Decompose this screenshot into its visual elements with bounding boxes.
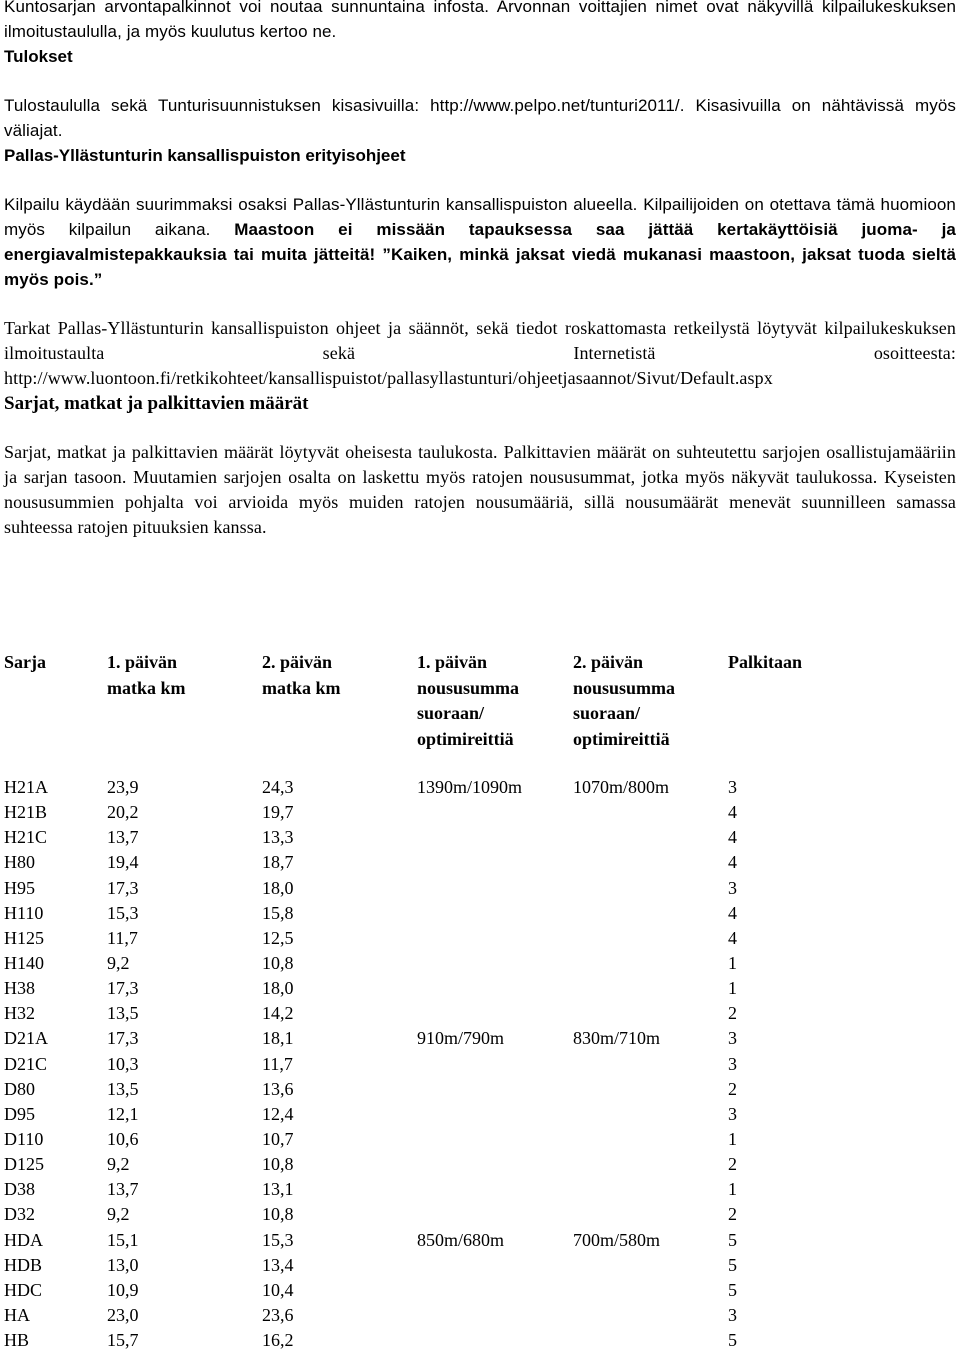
cell-day2-ascent (573, 1303, 728, 1328)
cell-sarja: H95 (4, 877, 35, 898)
table-row (4, 1001, 868, 1026)
cell-day1-ascent (417, 1127, 573, 1152)
cell-sarja: H125 (4, 927, 44, 948)
cell-sarja: D125 (4, 1154, 44, 1175)
cell-day1-ascent (417, 1253, 573, 1278)
park-paragraph-plain: Kilpailu käydään suurimmaksi osaksi Pallas-Yllästunturin kansallispuiston alueella. Kilpailijoiden on otettava tämä huomioon myös kilpailun aikana. (4, 195, 956, 239)
cell-sarja: H21C (4, 827, 48, 848)
cell-day1-ascent (417, 976, 573, 1001)
table-row (4, 1127, 868, 1152)
cell-day2-ascent (573, 1328, 728, 1353)
cell-prizes: 3 (728, 777, 737, 797)
cell-day2-ascent (573, 825, 728, 850)
cell-day2-ascent: 700m/580m (573, 1229, 661, 1250)
cell-day2-distance: 23,6 (262, 1304, 294, 1325)
cell-prizes: 5 (728, 1330, 737, 1351)
cell-day1-ascent (417, 1077, 573, 1102)
table-row (4, 1026, 868, 1051)
cell-prizes: 4 (728, 927, 737, 948)
document-page (4, 0, 956, 540)
cell-prizes: 2 (728, 1078, 737, 1099)
cell-day2-ascent (573, 1052, 728, 1077)
cell-day2-distance: 15,8 (262, 902, 294, 923)
cell-sarja: H21A (4, 777, 48, 797)
cell-day1-distance: 12,1 (107, 1103, 139, 1124)
cell-day2-distance: 10,8 (262, 1204, 294, 1225)
cell-day1-distance: 20,2 (107, 802, 139, 823)
table-row (4, 775, 868, 800)
table-row (4, 876, 868, 901)
cell-prizes: 3 (728, 877, 737, 898)
cell-day2-distance: 13,1 (262, 1179, 294, 1200)
cell-day2-distance: 18,0 (262, 877, 294, 898)
table-row (4, 1077, 868, 1102)
cell-sarja: H110 (4, 902, 44, 923)
cell-day2-ascent: 1070m/800m (573, 777, 670, 797)
cell-sarja: HDC (4, 1279, 43, 1300)
cell-sarja: H80 (4, 852, 35, 873)
cell-day2-ascent (573, 1202, 728, 1227)
intro-paragraph: Kuntosarjan arvontapalkinnot voi noutaa sunnuntaina infosta. Arvonnan voittajien nimet ovat näkyvillä kilpailukeskuksen ilmoitustaululla, ja myös kuulutus kertoo ne. (4, 0, 956, 41)
cell-sarja: D21C (4, 1053, 48, 1074)
cell-day1-distance: 10,9 (107, 1279, 139, 1300)
cell-day1-ascent (417, 1278, 573, 1303)
cell-day2-distance: 11,7 (262, 1053, 293, 1074)
cell-prizes: 2 (728, 1003, 737, 1024)
cell-day2-distance: 12,5 (262, 927, 294, 948)
cell-day1-distance: 9,2 (107, 952, 130, 973)
table-row (4, 1052, 868, 1077)
cell-day2-distance: 10,4 (262, 1279, 294, 1300)
cell-sarja: D95 (4, 1103, 35, 1124)
cell-prizes: 4 (728, 802, 737, 823)
table-row (4, 825, 868, 850)
table-row (4, 951, 868, 976)
cell-day2-ascent (573, 926, 728, 951)
cell-sarja: HDA (4, 1229, 43, 1250)
table-row (4, 1278, 868, 1303)
cell-day2-ascent (573, 800, 728, 825)
table-row (4, 1228, 868, 1253)
cell-sarja: HA (4, 1304, 30, 1325)
cell-sarja: HB (4, 1330, 30, 1351)
cell-day1-distance: 15,1 (107, 1229, 139, 1250)
cell-day2-distance: 18,7 (262, 852, 294, 873)
table-body (4, 775, 868, 1353)
cell-day2-ascent (573, 951, 728, 976)
cell-sarja: H38 (4, 978, 35, 999)
cell-day2-distance: 19,7 (262, 802, 294, 823)
cell-sarja: H21B (4, 802, 48, 823)
cell-day2-ascent (573, 850, 728, 875)
table-row (4, 850, 868, 875)
table-row (4, 976, 868, 1001)
table-header-row (4, 650, 868, 775)
cell-sarja: H140 (4, 952, 44, 973)
table-row (4, 1328, 868, 1353)
cell-day1-distance: 13,5 (107, 1078, 139, 1099)
cell-day1-distance: 15,3 (107, 902, 139, 923)
cell-prizes: 1 (728, 978, 737, 999)
table-row (4, 1303, 868, 1328)
cell-day2-ascent (573, 1278, 728, 1303)
cell-day1-ascent (417, 901, 573, 926)
cell-day2-ascent (573, 1077, 728, 1102)
cell-day1-ascent: 1390m/1090m (417, 777, 523, 797)
cell-day2-ascent (573, 1152, 728, 1177)
cell-sarja: D21A (4, 1028, 48, 1049)
cell-prizes: 3 (728, 1304, 737, 1325)
cell-sarja: D80 (4, 1078, 35, 1099)
park-rules-line-1: Tarkat Pallas-Yllästunturin kansallispuiston ohjeet ja säännöt, sekä tiedot roskattomasta retkeilystä löytyvät (4, 318, 817, 338)
table-row (4, 901, 868, 926)
cell-day1-distance: 15,7 (107, 1330, 139, 1351)
cell-day2-ascent (573, 1177, 728, 1202)
cell-sarja: H32 (4, 1003, 35, 1024)
table-row (4, 926, 868, 951)
cell-day1-distance: 17,3 (107, 978, 139, 999)
cell-day1-distance: 13,5 (107, 1003, 139, 1024)
cell-sarja: HDB (4, 1254, 43, 1275)
header-prizes: Palkitaan (728, 652, 803, 672)
cell-sarja: D38 (4, 1179, 35, 1200)
cell-day1-ascent (417, 800, 573, 825)
cell-day2-distance: 10,8 (262, 1154, 294, 1175)
cell-day1-ascent (417, 951, 573, 976)
cell-day1-ascent (417, 1328, 573, 1353)
cell-day1-ascent (417, 1177, 573, 1202)
cell-day1-distance: 17,3 (107, 1028, 139, 1049)
results-title: Tulokset (4, 47, 73, 66)
cell-day1-distance: 23,9 (107, 777, 139, 797)
cell-day1-distance: 23,0 (107, 1304, 139, 1325)
park-rules-title: Pallas-Yllästunturin kansallispuiston erityisohjeet (4, 146, 406, 165)
cell-day1-ascent: 850m/680m (417, 1229, 505, 1250)
cell-day1-ascent (417, 1001, 573, 1026)
cell-day1-ascent (417, 1303, 573, 1328)
cell-sarja: D110 (4, 1128, 44, 1149)
cell-prizes: 3 (728, 1103, 737, 1124)
table-row (4, 1152, 868, 1177)
cell-day2-distance: 24,3 (262, 777, 294, 797)
cell-prizes: 2 (728, 1204, 737, 1225)
cell-day1-ascent (417, 876, 573, 901)
cell-prizes: 4 (728, 852, 737, 873)
classes-title: Sarjat, matkat ja palkittavien määrät (4, 393, 309, 414)
cell-day1-distance: 13,7 (107, 1179, 139, 1200)
header-day1-distance: 1. päivän matka km (107, 652, 186, 698)
cell-prizes: 1 (728, 1179, 737, 1200)
cell-day2-ascent (573, 976, 728, 1001)
cell-day2-distance: 18,0 (262, 978, 294, 999)
classes-table (4, 650, 868, 1353)
cell-day1-ascent (417, 1052, 573, 1077)
cell-day1-ascent (417, 1202, 573, 1227)
cell-day1-distance: 10,3 (107, 1053, 139, 1074)
park-paragraph-bold: Maastoon ei missään tapauksessa saa jättää kertakäyttöisiä juoma- ja energiavalmistepakkauksia tai muita jätteitä! ”Kaiken, minkä jaksat viedä mukanasi maastoon, jaksat tuoda sieltä myös pois.” (4, 220, 956, 289)
cell-day2-distance: 18,1 (262, 1028, 294, 1049)
cell-day1-ascent: 910m/790m (417, 1028, 505, 1049)
cell-day2-ascent (573, 1253, 728, 1278)
table-row (4, 1102, 868, 1127)
park-rules-paragraph (4, 316, 956, 366)
cell-day2-distance: 16,2 (262, 1330, 294, 1351)
cell-day2-distance: 14,2 (262, 1003, 294, 1024)
header-sarja: Sarja (4, 652, 46, 672)
cell-day2-ascent (573, 1001, 728, 1026)
cell-day2-distance: 12,4 (262, 1103, 294, 1124)
cell-prizes: 1 (728, 1128, 737, 1149)
cell-day2-distance: 13,4 (262, 1254, 294, 1275)
cell-day1-distance: 10,6 (107, 1128, 139, 1149)
cell-day1-ascent (417, 1152, 573, 1177)
cell-day1-ascent (417, 1102, 573, 1127)
table-row (4, 1177, 868, 1202)
cell-day1-distance: 13,0 (107, 1254, 139, 1275)
header-day1-ascent: 1. päivän noususumma suoraan/ optimireittiä (417, 652, 520, 749)
cell-prizes: 3 (728, 1053, 737, 1074)
cell-day1-distance: 9,2 (107, 1204, 130, 1225)
table-row (4, 1202, 868, 1227)
park-paragraph (4, 192, 956, 292)
cell-prizes: 3 (728, 1028, 737, 1049)
cell-prizes: 4 (728, 827, 737, 848)
park-rules-url[interactable]: http://www.luontoon.fi/retkikohteet/kansallispuistot/pallasyllastunturi/ohjeetjasaannot/Sivut/Default.aspx (4, 368, 773, 388)
cell-day2-ascent: 830m/710m (573, 1028, 661, 1049)
table-row (4, 800, 868, 825)
cell-prizes: 2 (728, 1154, 737, 1175)
cell-day1-ascent (417, 926, 573, 951)
header-day2-distance: 2. päivän matka km (262, 652, 341, 698)
cell-day1-distance: 19,4 (107, 852, 139, 873)
cell-day2-ascent (573, 876, 728, 901)
cell-prizes: 5 (728, 1229, 737, 1250)
cell-sarja: D32 (4, 1204, 35, 1225)
cell-day2-distance: 15,3 (262, 1229, 294, 1250)
header-day2-ascent: 2. päivän noususumma suoraan/ optimireittiä (573, 652, 676, 749)
classes-paragraph: Sarjat, matkat ja palkittavien määrät löytyvät oheisesta taulukosta. Palkittavien määrät on suhteutettu sarjojen osallistujamääriin ja sarjan tasoon. Muutamien sarjojen osalta on laskettu myös ratojen noususummat, jotka myös näkyvät taulukossa. Kyseisten noususummien pohjalta voi arvioida myös muiden ratojen nousumääriä, sillä nousumäärät menevät suunnilleen samassa suhteessa ratojen pituuksien kanssa. (4, 442, 956, 537)
park-rules-line-2: kilpailukeskuksen ilmoitustaulta sekä Internetistä osoitteesta: (4, 318, 956, 363)
cell-day2-distance: 10,7 (262, 1128, 294, 1149)
cell-day2-ascent (573, 1102, 728, 1127)
cell-day1-ascent (417, 850, 573, 875)
cell-day1-distance: 13,7 (107, 827, 139, 848)
cell-day1-distance: 9,2 (107, 1154, 130, 1175)
cell-prizes: 4 (728, 902, 737, 923)
cell-day2-distance: 10,8 (262, 952, 294, 973)
cell-day2-ascent (573, 901, 728, 926)
cell-prizes: 5 (728, 1279, 737, 1300)
cell-day2-ascent (573, 1127, 728, 1152)
cell-prizes: 1 (728, 952, 737, 973)
cell-prizes: 5 (728, 1254, 737, 1275)
cell-day1-ascent (417, 825, 573, 850)
results-paragraph: Tulostaululla sekä Tunturisuunnistuksen kisasivuilla: http://www.pelpo.net/tunturi2011/. Kisasivuilla on nähtävissä myös väliajat. (4, 96, 956, 140)
table-row (4, 1253, 868, 1278)
cell-day2-distance: 13,3 (262, 827, 294, 848)
cell-day1-distance: 17,3 (107, 877, 139, 898)
cell-day1-distance: 11,7 (107, 927, 138, 948)
cell-day2-distance: 13,6 (262, 1078, 294, 1099)
